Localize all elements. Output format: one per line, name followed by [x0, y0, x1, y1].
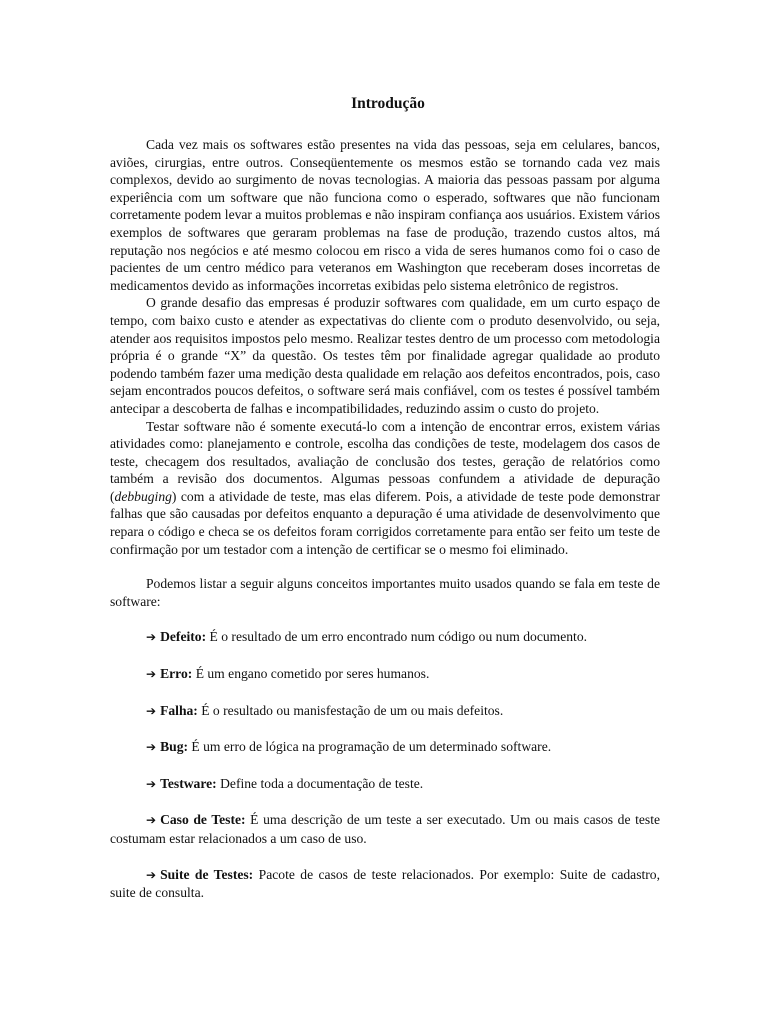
concept-item	[110, 738, 660, 757]
concept-term: Bug:	[160, 739, 189, 755]
concept-term: Erro:	[160, 666, 193, 682]
concept-definition: É uma descrição de um teste a ser executado. Um ou mais casos de teste costumam estar relacionados a um caso de uso.	[110, 812, 660, 846]
concept-term: Defeito:	[160, 629, 207, 645]
arrow-right-icon: ➔	[146, 867, 157, 882]
concept-term: Suite de Testes:	[160, 866, 254, 882]
page-title: Introdução	[351, 95, 425, 112]
paragraph-3-text-b: ) com a atividade de teste, mas elas diferem. Pois, a atividade de teste pode demonstrar falhas que são causadas por defeitos enquanto a depuração é uma atividade de desenvolvimento que repara o código e checa se os defeitos foram corrigidos corretamente para então ser feito um teste de confirmação por um testador com a intenção de certificar se o mesmo foi eliminado.	[110, 488, 660, 557]
arrow-right-icon: ➔	[146, 740, 157, 755]
list-intro: Podemos listar a seguir alguns conceitos importantes muito usados quando se fala em teste de software:	[110, 576, 660, 609]
paragraph-3	[110, 418, 660, 559]
concept-item	[110, 702, 660, 721]
concept-item	[110, 866, 660, 902]
paragraph-3-italic: debbuging	[114, 488, 172, 504]
concept-item	[110, 628, 660, 647]
concept-definition: Define toda a documentação de teste.	[220, 775, 424, 791]
arrow-right-icon: ➔	[146, 703, 157, 718]
concept-item	[110, 811, 660, 847]
arrow-right-icon: ➔	[146, 776, 157, 791]
arrow-right-icon: ➔	[146, 630, 157, 645]
concept-definition: Pacote de casos de teste relacionados. Por exemplo: Suite de cadastro, suite de consulta.	[110, 866, 661, 901]
document-body	[110, 136, 660, 902]
arrow-right-icon: ➔	[146, 667, 157, 682]
concept-definition: É um erro de lógica na programação de um determinado software.	[191, 739, 552, 755]
concept-item	[110, 775, 660, 794]
concept-definition: É o resultado de um erro encontrado num código ou num documento.	[209, 629, 588, 645]
paragraph-1: Cada vez mais os softwares estão presentes na vida das pessoas, seja em celulares, bancos, aviões, cirurgias, entre outros. Conseqüentemente os mesmos estão se tornando cada vez mais complexos, devido ao surgimento de novas tecnologias. A maioria das pessoas passam por alguma experiência com um software que não funciona como o esperado, softwares que não funcionam corretamente podem levar a muitos problemas e não inspiram confiança aos usuários. Existem vários exemplos de softwares que geraram problemas na fase de produção, trazendo custos altos, má reputação nos negócios e até mesmo colocou em risco a vida de seres humanos como foi o caso de pacientes de um centro médico para veteranos em Washington que receberam doses incorretas de medicamentos devido as informações incorretas exibidas pelo sistema eletrônico de registros.	[110, 137, 660, 293]
concept-item	[110, 665, 660, 684]
concept-definition: É um engano cometido por seres humanos.	[195, 666, 430, 682]
concept-term: Testware:	[160, 775, 217, 791]
concept-term: Caso de Teste:	[160, 812, 246, 828]
concept-definition: É o resultado ou manisfestação de um ou mais defeitos.	[201, 702, 504, 718]
paragraph-3-text-a: Testar software não é somente executá-lo com a intenção de encontrar erros, existem várias atividades como: planejamento e controle, escolha das condições de teste, modelagem dos casos de teste, checagem dos resultados, avaliação de conclusão dos testes, geração de relatórios como também a revisão dos documentos. Algumas pessoas confundem a atividade de depuração (	[110, 418, 660, 504]
concept-term: Falha:	[160, 702, 198, 718]
arrow-right-icon: ➔	[146, 813, 157, 828]
paragraph-2: O grande desafio das empresas é produzir softwares com qualidade, em um curto espaço de tempo, com baixo custo e atender as expectativas do cliente com o produto desenvolvido, ou seja, atender aos requisitos impostos pelo mesmo. Realizar testes dentro de um processo com metodologia própria é o grande “X” da questão. Os testes têm por finalidade agregar qualidade ao produto podendo também fazer uma medição desta qualidade em relação aos defeitos encontrados, pois, caso sejam encontrados poucos defeitos, o software será mais confiável, com os testes é possível também antecipar a descoberta de falhas e incompatibilidades, reduzindo assim o custo do projeto.	[110, 295, 660, 416]
